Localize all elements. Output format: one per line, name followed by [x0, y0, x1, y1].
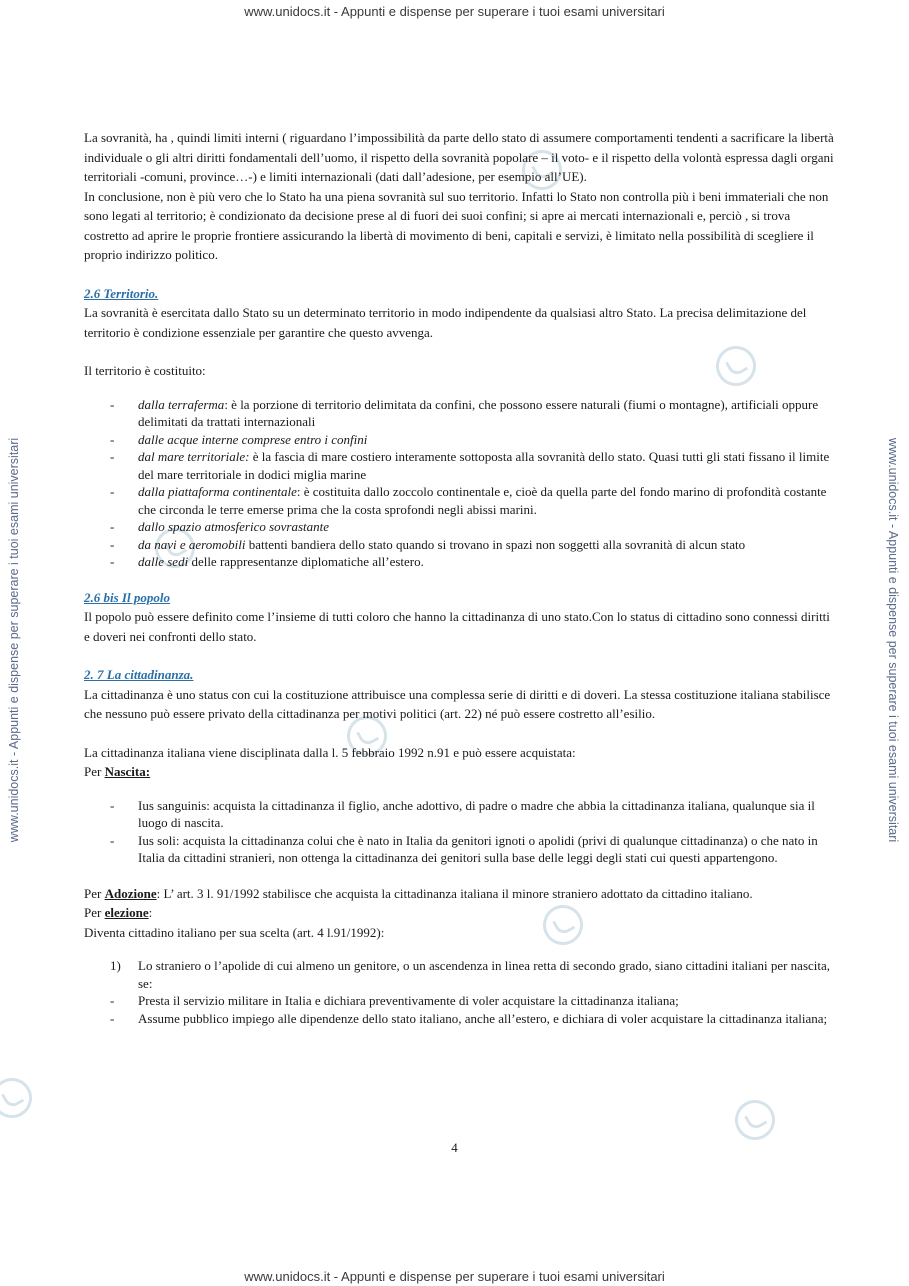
cittadinanza-paragraph-2: La cittadinanza italiana viene disciplinata dalla l. 5 febbraio 1992 n.91 e può essere acquistata: — [84, 744, 576, 760]
nascita-list — [84, 797, 834, 867]
elezione-prefix: Per — [84, 905, 105, 920]
list-item-text: : è costituita dallo zoccolo continentale e, cioè da quella parte del fondo marino di profondità costante che circonda le terre emerse prima che la costa sprofondi negli abissi marini. — [138, 484, 827, 517]
list-item-term: dal mare territoriale: — [138, 449, 250, 464]
list-item-text: delle rappresentanze diplomatiche all’estero. — [188, 554, 424, 569]
watermark-logo-icon — [0, 1071, 39, 1126]
cittadinanza-paragraph-1: La cittadinanza è uno status con cui la costituzione attribuisce una complessa serie di diritti e di doveri. La stessa costituzione italiana stabilisce che nessuno può essere privato della cittadinanza per motivi politici (art. 22) né può essere costretto all’esilio. — [84, 686, 831, 721]
adozione-label: Adozione — [104, 885, 157, 901]
list-item-term: dallo spazio atmosferico sovrastante — [138, 519, 330, 534]
document-body — [84, 128, 834, 1027]
nascita-prefix: Per — [84, 764, 105, 779]
adozione-prefix: Per — [84, 885, 105, 901]
list-item: - Presta il servizio militare in Italia e dichiara preventivamente di voler acquistare la cittadinanza italiana; — [84, 992, 834, 1010]
list-item — [84, 536, 834, 554]
section-heading-popolo: 2.6 bis Il popolo — [84, 589, 170, 605]
list-item — [84, 518, 834, 536]
list-item — [84, 448, 834, 483]
nascita-line — [84, 762, 834, 782]
adozione-text: : L’ art. 3 l. 91/1992 stabilisce che acquista la cittadinanza italiana il minore straniero adottato da cittadino italiano. — [156, 885, 753, 901]
elezione-suffix: : — [148, 905, 153, 920]
list-item-text: è la fascia di mare costiero interamente sottoposta alla sovranità dello stato. Quasi tutti gli stati fissano il limite del mare territoriale in dodici miglia marine — [138, 449, 830, 482]
watermark-side-left: www.unidocs.it - Appunti e dispense per superare i tuoi esami universitari — [7, 437, 21, 843]
adozione-paragraph — [84, 884, 834, 904]
list-item-term: dalla piattaforma continentale — [138, 484, 297, 499]
watermark-banner-top: www.unidocs.it - Appunti e dispense per superare i tuoi esami universitari — [244, 4, 665, 19]
list-item — [84, 396, 834, 431]
elezione-label: elezione — [104, 905, 149, 920]
list-item — [84, 431, 834, 449]
watermark-side-right: www.unidocs.it - Appunti e dispense per superare i tuoi esami universitari — [886, 437, 900, 843]
section-heading-cittadinanza: 2. 7 La cittadinanza. — [84, 667, 194, 682]
list-item — [84, 553, 834, 571]
list-item: - Ius soli: acquista la cittadinanza colui che è nato in Italia da genitori ignoti o apolidi (privi di qualunque cittadinanza) o che nato in Italia da cittadini stranieri, non ottenga la cittadinanza dei genitori sulla base delle leggi degli stati cui questi appartengono. — [84, 832, 834, 867]
intro-paragraph-2: In conclusione, non è più vero che lo Stato ha una piena sovranità sul suo territorio. Infatti lo Stato non controlla più i beni immateriali che non sono legati al territorio; è condizionato da decisione prese al di fuori dei suoi confini; si apre ai mercati internazionali e, perciò , si trova costretto ad aprire le proprie frontiere assicurando la libertà di movimento di beni, capitali e servizi, è limitato nella possibilità di scegliere il proprio indirizzo politico. — [84, 188, 829, 262]
elezione-line — [84, 903, 834, 923]
list-item-term: dalle acque interne comprese entro i confini — [138, 431, 368, 447]
list-item-term: dalle sedi — [138, 554, 189, 569]
territorio-paragraph-1: La sovranità è esercitata dallo Stato su un determinato territorio in modo indipendente da qualsiasi altro Stato. La precisa delimitazione del territorio è condizione essenziale per garantire che questo avvenga. — [84, 305, 807, 340]
list-item: - Ius sanguinis: acquista la cittadinanza il figlio, anche adottivo, di padre o madre che abbia la cittadinanza italiana, qualunque sia il luogo di nascita. — [84, 797, 834, 832]
territorio-list — [84, 396, 834, 571]
intro-paragraph-1: La sovranità, ha , quindi limiti interni ( riguardano l’impossibilità da parte dello stato di assumere comportamenti tendenti a sacrificare la libertà individuale o gli altri diritti fondamentali dell’uomo, il rispetto della sovranità popolare – il voto- e il rispetto della volontà espressa dagli organi territoriali -comuni, province…-) e limiti internazionali (dati dall’adesione, per esempio all’UE). — [84, 130, 834, 184]
list-item: 1) Lo straniero o l’apolide di cui almeno un genitore, o un ascendenza in linea retta di secondo grado, siano cittadini italiani per nascita, se: — [84, 957, 834, 992]
nascita-label: Nascita: — [104, 764, 151, 779]
elezione-list — [84, 957, 834, 1027]
popolo-paragraph: Il popolo può essere definito come l’insieme di tutti coloro che hanno la cittadinanza di uno stato.Con lo status di cittadino sono connessi diritti e doveri nei confronti dello stato. — [84, 609, 830, 644]
elezione-paragraph: Diventa cittadino italiano per sua scelta (art. 4 l.91/1992): — [84, 924, 385, 940]
list-item — [84, 483, 834, 518]
section-heading-territorio: 2.6 Territorio. — [84, 285, 159, 301]
territorio-paragraph-2: Il territorio è costituito: — [84, 363, 206, 378]
list-item: - Assume pubblico impiego alle dipendenze dello stato italiano, anche all’estero, e dichiara di voler acquistare la cittadinanza italiana; — [84, 1010, 834, 1028]
list-item-text: battenti bandiera dello stato quando si trovano in spazi non soggetti alla sovranità di alcun stato — [245, 536, 746, 552]
list-item-text: : è la porzione di territorio delimitata da confini, che possono essere naturali (fiumi o montagne), artificiali oppure delimitati da trattati internazionali — [138, 396, 819, 429]
page-number: 4 — [451, 1140, 458, 1155]
list-item-term: dalla terraferma — [138, 396, 225, 412]
list-item-term: da navi e aeromobili — [138, 536, 246, 552]
watermark-banner-bottom: www.unidocs.it - Appunti e dispense per superare i tuoi esami universitari — [244, 1269, 665, 1284]
